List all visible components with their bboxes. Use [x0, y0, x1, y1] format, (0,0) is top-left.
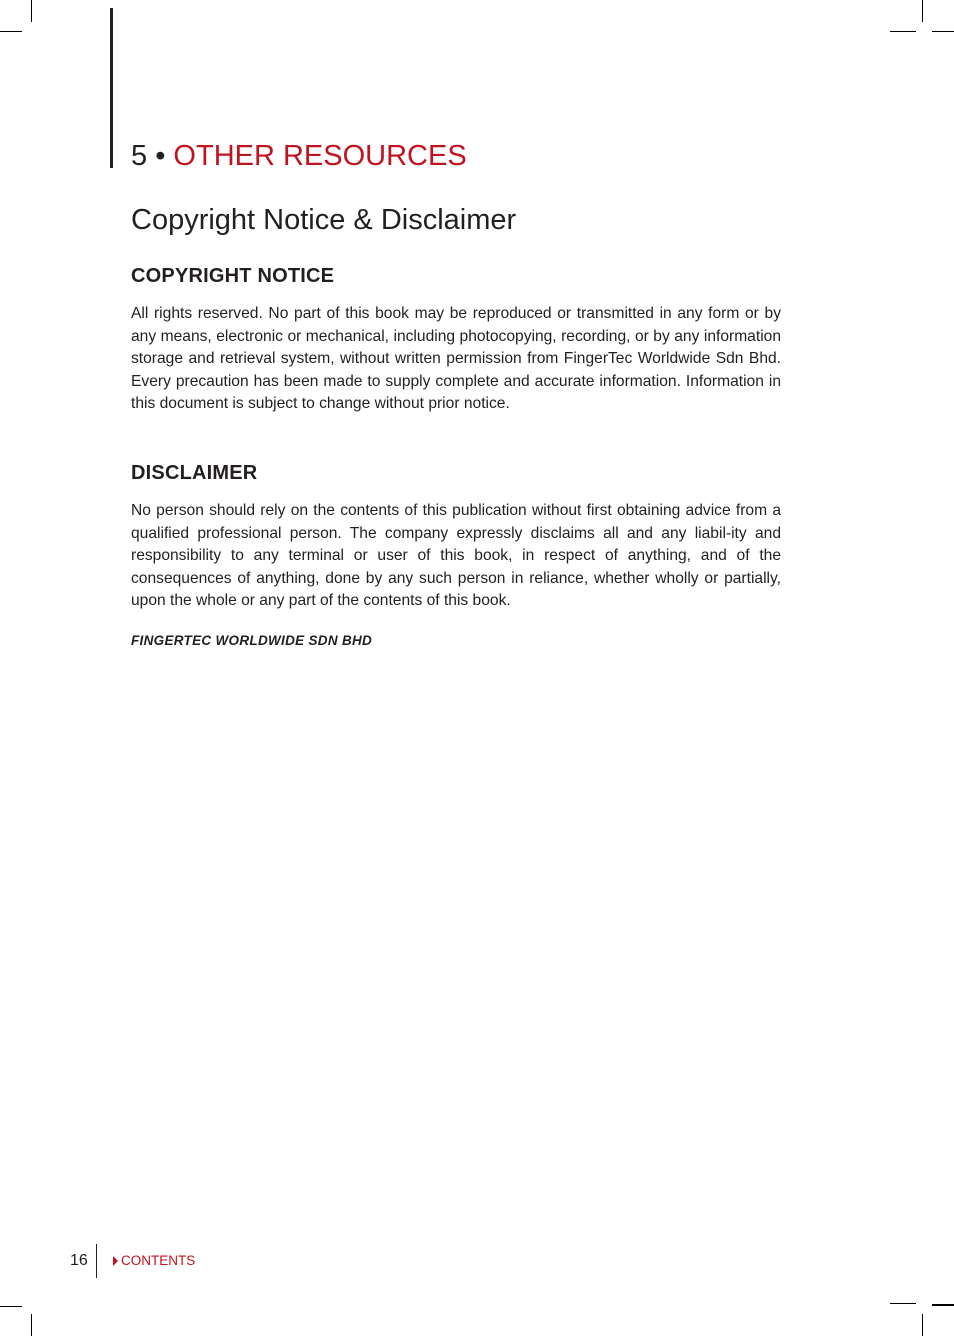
chapter-number: 5: [131, 140, 148, 172]
footer-divider: [96, 1244, 97, 1278]
chapter-separator: •: [147, 140, 174, 172]
company-name: FINGERTEC WORLDWIDE SDN BHD: [131, 633, 373, 648]
disclaimer-heading: DISCLAIMER: [131, 462, 258, 484]
caret-right-icon: [113, 1256, 118, 1266]
contents-link[interactable]: [113, 1253, 195, 1268]
crop-mark: [922, 0, 923, 22]
crop-mark: [922, 1314, 923, 1336]
crop-mark: [31, 0, 32, 22]
chapter-heading: [131, 138, 467, 174]
contents-label: CONTENTS: [121, 1253, 196, 1268]
page-title: Copyright Notice & Disclaimer: [131, 204, 517, 236]
crop-mark: [890, 1303, 916, 1304]
crop-mark: [0, 1306, 22, 1307]
disclaimer-body: No person should rely on the contents of this publication without first obtaining advice from a qualified professional person. The company expressly disclaims all and any liabil-ity and responsibility to any terminal or user of this book, in respect of anything, and of the consequences of anything, done by any such person in reliance, whether wholly or partially, upon the whole or any part of the contents of this book.: [131, 502, 781, 610]
page-number: 16: [70, 1252, 88, 1269]
copyright-body: All rights reserved. No part of this book may be reproduced or transmitted in any form or by any means, electronic or mechanical, including photocopying, recording, or by any information storage and retrieval system, without written permission from FingerTec Worldwide Sdn Bhd. Every precaution has been made to supply complete and accurate information. Information in this document is subject to change without prior notice.: [131, 305, 781, 413]
chapter-bar: [110, 8, 113, 168]
crop-mark: [890, 31, 916, 32]
copyright-heading: COPYRIGHT NOTICE: [131, 265, 335, 287]
crop-mark: [0, 31, 22, 32]
crop-mark: [31, 1314, 32, 1336]
chapter-title: OTHER RESOURCES: [173, 140, 467, 172]
crop-mark: [932, 31, 954, 32]
crop-mark: [932, 1304, 954, 1306]
